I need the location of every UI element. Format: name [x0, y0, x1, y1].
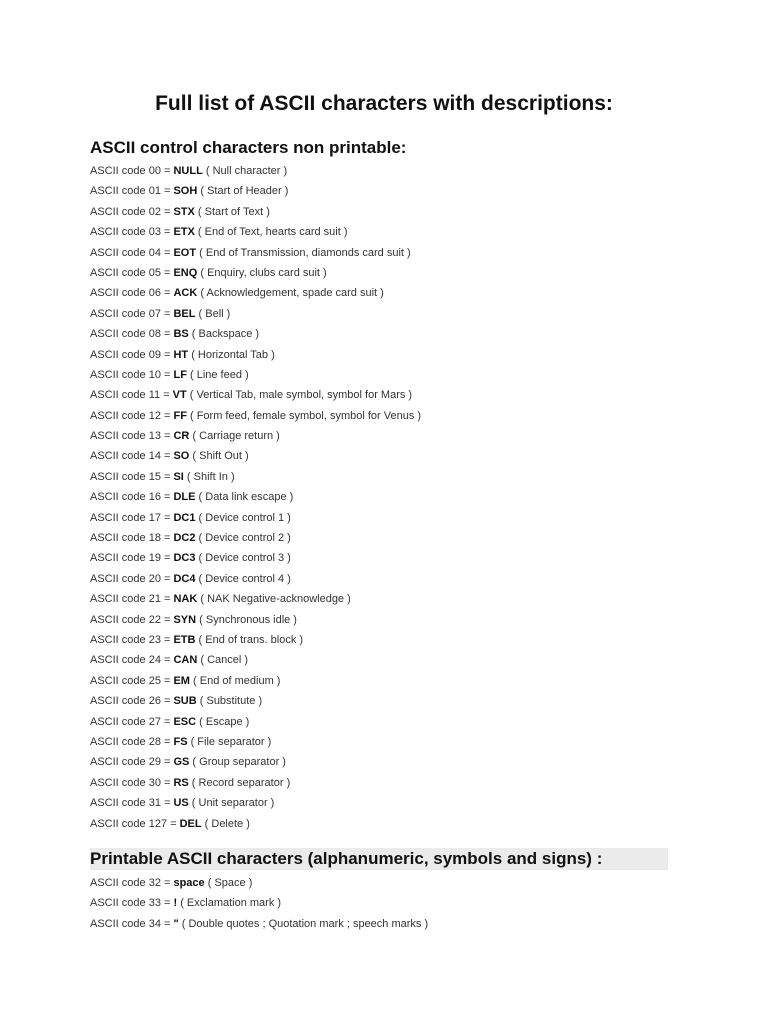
ascii-description: ( Synchronous idle ) [196, 613, 297, 626]
ascii-entry [90, 528, 421, 548]
ascii-abbreviation: ESC [173, 715, 197, 728]
ascii-description: ( Record separator ) [188, 776, 291, 789]
ascii-code-label: ASCII code 32 = [90, 877, 174, 889]
ascii-entry [90, 732, 421, 752]
ascii-code-label: ASCII code 127 = [90, 817, 180, 830]
printable-characters-list [90, 873, 428, 934]
ascii-description: ( Shift In ) [183, 470, 235, 483]
ascii-entry [90, 181, 421, 201]
ascii-description: ( Device control 3 ) [195, 552, 291, 565]
ascii-abbreviation: DEL [179, 817, 202, 830]
ascii-description: ( Acknowledgement, spade card suit ) [197, 287, 384, 300]
ascii-entry [90, 873, 428, 893]
ascii-entry [90, 263, 421, 283]
ascii-description: ( Device control 2 ) [195, 532, 291, 545]
ascii-code-label: ASCII code 05 = [90, 266, 174, 279]
ascii-abbreviation: SYN [173, 613, 197, 626]
ascii-entry [90, 548, 421, 568]
ascii-abbreviation: NULL [173, 165, 203, 177]
ascii-code-label: ASCII code 29 = [90, 756, 174, 769]
ascii-description: ( End of medium ) [189, 674, 281, 687]
control-characters-heading: ASCII control characters non printable: [90, 138, 407, 157]
ascii-description: ( End of Transmission, diamonds card suit ) [196, 246, 411, 259]
ascii-code-label: ASCII code 01 = [90, 185, 174, 198]
ascii-description: ( Space ) [204, 877, 253, 889]
ascii-entry [90, 446, 421, 466]
ascii-entry [90, 406, 421, 426]
ascii-code-label: ASCII code 12 = [90, 409, 174, 422]
ascii-code-label: ASCII code 00 = [90, 165, 174, 177]
ascii-abbreviation: NAK [173, 593, 198, 606]
ascii-entry [90, 650, 421, 670]
ascii-abbreviation: SI [173, 470, 184, 483]
ascii-entry [90, 691, 421, 711]
ascii-entry [90, 630, 421, 650]
ascii-description: ( Substitute ) [196, 695, 263, 708]
ascii-description: ( Data link escape ) [195, 491, 294, 504]
ascii-entry [90, 569, 421, 589]
ascii-entry [90, 222, 421, 242]
ascii-entry [90, 671, 421, 691]
ascii-code-label: ASCII code 03 = [90, 226, 174, 239]
ascii-entry [90, 467, 421, 487]
ascii-description: ( Vertical Tab, male symbol, symbol for Mars ) [186, 389, 413, 402]
ascii-code-label: ASCII code 09 = [90, 348, 174, 361]
ascii-code-label: ASCII code 08 = [90, 328, 174, 341]
control-characters-list [90, 161, 421, 834]
ascii-description: ( End of Text, hearts card suit ) [194, 226, 348, 239]
ascii-abbreviation: US [173, 797, 189, 810]
ascii-abbreviation: BEL [173, 307, 196, 320]
ascii-entry [90, 304, 421, 324]
ascii-description: ( Form feed, female symbol, symbol for Venus ) [186, 409, 422, 422]
ascii-description: ( Null character ) [202, 165, 288, 177]
ascii-code-label: ASCII code 17 = [90, 511, 174, 524]
ascii-code-label: ASCII code 13 = [90, 430, 174, 443]
ascii-description: ( Carriage return ) [189, 430, 280, 443]
ascii-entry [90, 324, 421, 344]
ascii-description: ( Horizontal Tab ) [188, 348, 275, 361]
ascii-code-label: ASCII code 22 = [90, 613, 174, 626]
ascii-abbreviation: LF [173, 368, 187, 381]
ascii-entry [90, 793, 421, 813]
ascii-entry [90, 589, 421, 609]
ascii-entry [90, 365, 421, 385]
ascii-description: ( NAK Negative-acknowledge ) [197, 593, 351, 606]
ascii-description: ( Start of Text ) [194, 205, 270, 218]
ascii-abbreviation: SOH [173, 185, 198, 198]
ascii-abbreviation: " [173, 917, 179, 930]
ascii-abbreviation: VT [172, 389, 187, 402]
ascii-description: ( Unit separator ) [188, 797, 275, 810]
ascii-entry [90, 610, 421, 630]
ascii-description: ( Group separator ) [189, 756, 286, 769]
ascii-code-label: ASCII code 10 = [90, 368, 174, 381]
ascii-entry [90, 773, 421, 793]
ascii-description: ( Device control 1 ) [195, 511, 291, 524]
ascii-code-label: ASCII code 19 = [90, 552, 174, 565]
ascii-description: ( End of trans. block ) [195, 633, 304, 646]
ascii-code-label: ASCII code 06 = [90, 287, 174, 300]
ascii-code-label: ASCII code 02 = [90, 205, 174, 218]
ascii-abbreviation: ! [173, 897, 178, 910]
ascii-code-label: ASCII code 23 = [90, 633, 174, 646]
ascii-description: ( Cancel ) [197, 654, 249, 667]
ascii-description: ( Start of Header ) [197, 185, 289, 198]
ascii-description: ( Bell ) [195, 307, 231, 320]
ascii-entry [90, 508, 421, 528]
ascii-code-label: ASCII code 34 = [90, 917, 174, 930]
ascii-code-label: ASCII code 04 = [90, 246, 174, 259]
page-title: Full list of ASCII characters with descriptions: [155, 92, 613, 115]
ascii-entry [90, 893, 428, 913]
ascii-code-label: ASCII code 24 = [90, 654, 174, 667]
ascii-code-label: ASCII code 27 = [90, 715, 174, 728]
ascii-code-label: ASCII code 25 = [90, 674, 174, 687]
ascii-entry [90, 202, 421, 222]
ascii-entry [90, 914, 428, 934]
ascii-entry [90, 487, 421, 507]
ascii-entry [90, 712, 421, 732]
ascii-description: ( Backspace ) [188, 328, 260, 341]
ascii-abbreviation: ETB [173, 633, 196, 646]
ascii-abbreviation: EM [173, 674, 190, 687]
ascii-description: ( Enquiry, clubs card suit ) [197, 266, 327, 279]
ascii-entry [90, 814, 421, 834]
ascii-abbreviation: DC1 [173, 511, 196, 524]
ascii-abbreviation: SO [173, 450, 190, 463]
ascii-entry [90, 385, 421, 405]
ascii-entry [90, 345, 421, 365]
ascii-code-label: ASCII code 15 = [90, 470, 174, 483]
ascii-code-label: ASCII code 28 = [90, 735, 174, 748]
ascii-abbreviation: FF [173, 409, 187, 422]
ascii-abbreviation: CR [173, 430, 190, 443]
ascii-abbreviation: EOT [173, 246, 197, 259]
ascii-abbreviation: DC4 [173, 572, 196, 585]
ascii-abbreviation: CAN [173, 654, 198, 667]
ascii-description: ( Shift Out ) [189, 450, 249, 463]
ascii-abbreviation: DC2 [173, 532, 196, 545]
ascii-description: ( Double quotes ; Quotation mark ; speech marks ) [178, 917, 429, 930]
ascii-code-label: ASCII code 31 = [90, 797, 174, 810]
ascii-code-label: ASCII code 18 = [90, 532, 174, 545]
ascii-description: ( Delete ) [201, 817, 250, 830]
ascii-abbreviation: ACK [173, 287, 198, 300]
ascii-abbreviation: GS [173, 756, 190, 769]
ascii-entry [90, 243, 421, 263]
ascii-abbreviation: ENQ [173, 266, 198, 279]
ascii-abbreviation: ETX [173, 226, 195, 239]
ascii-abbreviation: DLE [173, 491, 196, 504]
ascii-code-label: ASCII code 20 = [90, 572, 174, 585]
ascii-description: ( Exclamation mark ) [177, 897, 282, 910]
ascii-code-label: ASCII code 21 = [90, 593, 174, 606]
ascii-abbreviation: STX [173, 205, 195, 218]
ascii-code-label: ASCII code 16 = [90, 491, 174, 504]
ascii-entry [90, 426, 421, 446]
ascii-code-label: ASCII code 14 = [90, 450, 174, 463]
ascii-abbreviation: BS [173, 328, 189, 341]
ascii-code-label: ASCII code 11 = [90, 389, 173, 402]
ascii-code-label: ASCII code 07 = [90, 307, 174, 320]
ascii-entry [90, 161, 421, 181]
ascii-code-label: ASCII code 30 = [90, 776, 174, 789]
ascii-code-label: ASCII code 26 = [90, 695, 174, 708]
ascii-entry [90, 283, 421, 303]
ascii-abbreviation: DC3 [173, 552, 196, 565]
ascii-description: ( File separator ) [187, 735, 272, 748]
printable-characters-heading: Printable ASCII characters (alphanumeric, symbols and signs) : [90, 848, 668, 870]
ascii-description: ( Device control 4 ) [195, 572, 291, 585]
ascii-code-label: ASCII code 33 = [90, 897, 174, 910]
ascii-description: ( Line feed ) [186, 368, 249, 381]
ascii-abbreviation: SUB [173, 695, 197, 708]
ascii-abbreviation: space [173, 877, 205, 889]
ascii-abbreviation: FS [173, 735, 188, 748]
ascii-abbreviation: HT [173, 348, 189, 361]
ascii-entry [90, 752, 421, 772]
ascii-abbreviation: RS [173, 776, 189, 789]
ascii-description: ( Escape ) [196, 715, 250, 728]
